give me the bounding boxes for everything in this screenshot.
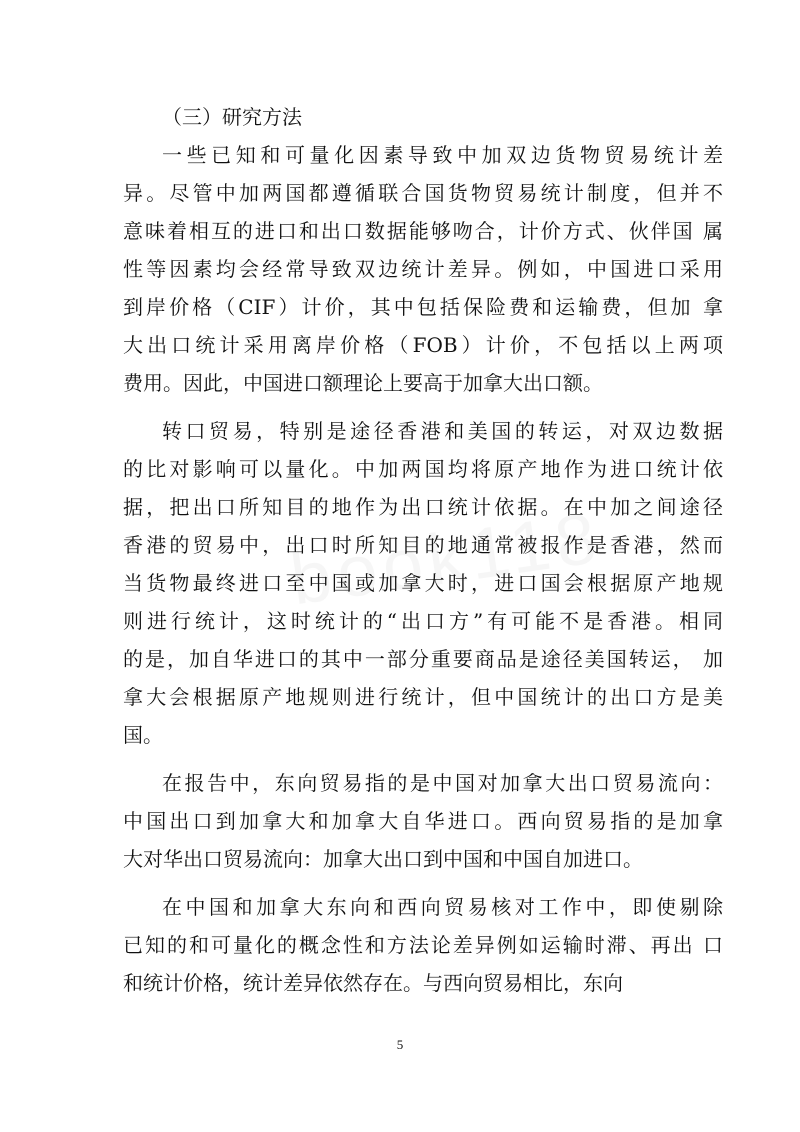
paragraph-1-line-7: 费用。因此，中国进口额理论上要高于加拿大出口额。 [123,371,603,395]
paragraph-3-line-1: 在报告中，东向贸易指的是中国对加拿大出口贸易流向： [162,771,723,795]
paragraph-2-line-4: 香港的贸易中，出口时所知目的地通常被报作是香港，然而 [123,533,723,557]
paragraph-1-line-3: 意味着相互的进口和出口数据能够吻合，计价方式、伙伴国 属 [123,219,723,243]
paragraph-3-line-2: 中国出口到加拿大和加拿大自华进口。西向贸易指的是加拿 [123,809,723,833]
paragraph-1-line-5: 到岸价格（CIF）计价，其中包括保险费和运输费，但加 拿 [123,295,723,319]
section-heading: （三）研究方法 [162,105,302,129]
paragraph-2-line-1: 转口贸易，特别是途径香港和美国的转运，对双边数据 [162,419,723,443]
paragraph-2-line-2: 的比对影响可以量化。中加两国均将原产地作为进口统计依 [123,457,723,481]
paragraph-1-line-6: 大出口统计采用离岸价格（FOB）计价，不包括以上两项 [123,333,723,357]
paragraph-2-line-3: 据，把出口所知目的地作为出口统计依据。在中加之间途径 [123,495,723,519]
paragraph-3-line-3: 大对华出口贸易流向：加拿大出口到中国和中国自加进口。 [123,847,643,871]
paragraph-4-line-3: 和统计价格，统计差异依然存在。与西向贸易相比，东向 [123,971,623,995]
paragraph-2-line-6: 则进行统计，这时统计的“出口方”有可能不是香港。相同 [123,609,723,633]
paragraph-4-line-2: 已知的和可量化的概念性和方法论差异例如运输时滞、再出 口 [123,933,723,957]
paragraph-1-line-1: 一些已知和可量化因素导致中加双边货物贸易统计差 [162,143,723,167]
paragraph-2-line-5: 当货物最终进口至中国或加拿大时，进口国会根据原产地规 [123,571,723,595]
paragraph-2-line-8: 拿大会根据原产地规则进行统计，但中国统计的出口方是美 [123,685,723,709]
page-number: 5 [396,1037,404,1052]
paragraph-4-line-1: 在中国和加拿大东向和西向贸易核对工作中，即使剔除 [162,895,723,919]
paragraph-2-line-7: 的是，加自华进口的其中一部分重要商品是途径美国转运， 加 [123,647,723,671]
paragraph-1-line-2: 异。尽管中加两国都遵循联合国货物贸易统计制度，但并不 [123,181,723,205]
paragraph-2-line-9: 国。 [123,723,163,747]
paragraph-1-line-4: 性等因素均会经常导致双边统计差异。例如，中国进口采用 [123,257,723,281]
